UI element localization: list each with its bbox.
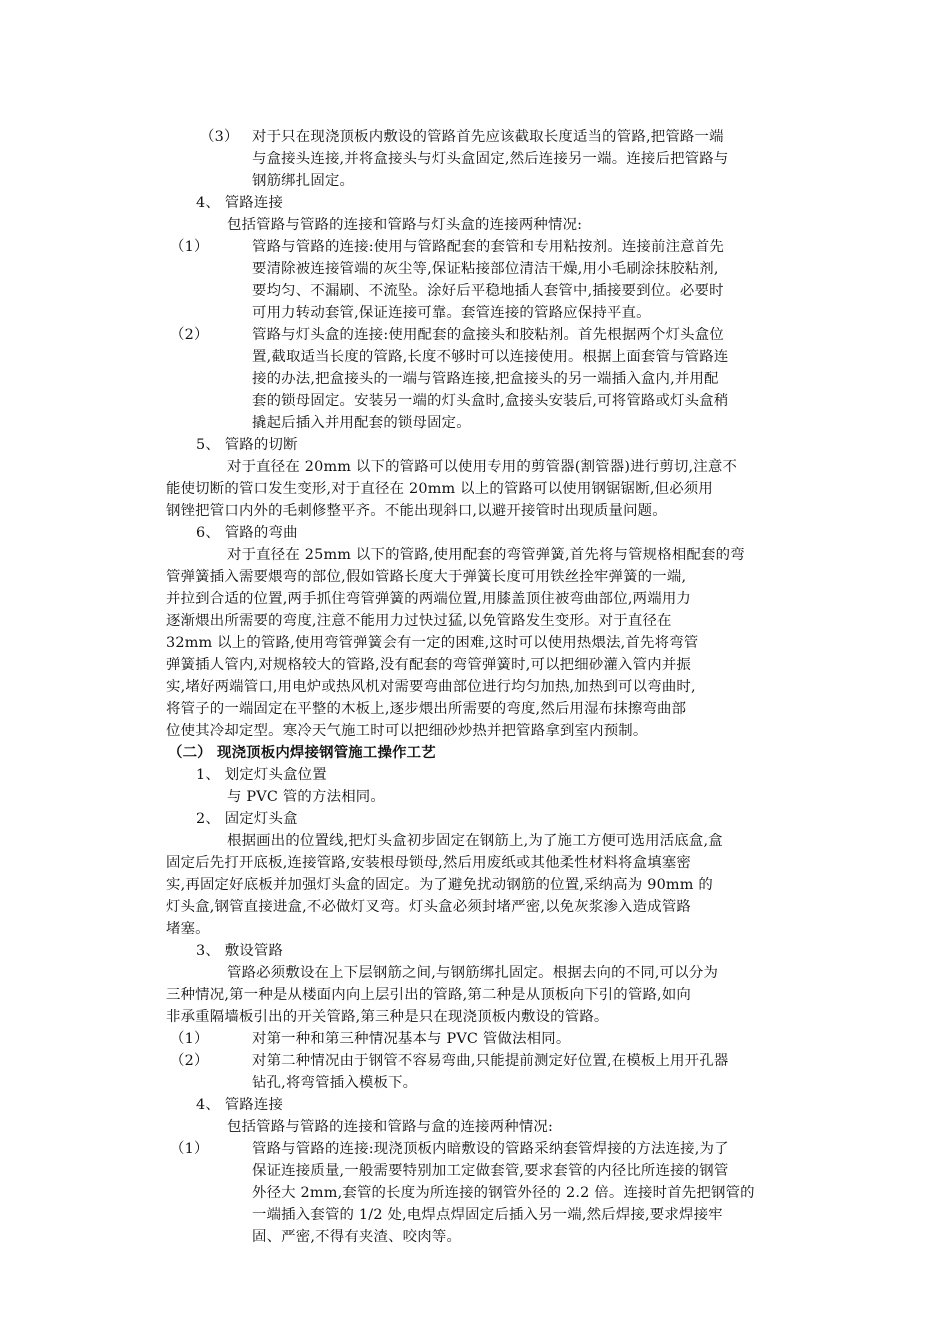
paragraph-line: 根据画出的位置线,把灯头盒初步固定在钢筋上,为了施工方便可选用活底盒,盒 <box>227 833 723 849</box>
text-line: 对第一种和第三种情况基本与 PVC 管做法相同。 <box>252 1031 571 1047</box>
item-number: （2） <box>170 327 209 343</box>
text-line: 接的办法,把盒接头的一端与管路连接,把盒接头的另一端插入盒内,并用配 <box>252 371 719 387</box>
paragraph-line: 弹簧插人管内,对规格较大的管路,没有配套的弯管弹簧时,可以把细砂灌入管内并振 <box>166 657 691 673</box>
paragraph-line: 将管子的一端固定在平整的木板上,逐步煨出所需要的弯度,然后用湿布抹擦弯曲部 <box>166 701 687 717</box>
paragraph-line: 位使其冷却定型。寒冷天气施工时可以把细砂炒热并把管路拿到室内预制。 <box>166 723 648 739</box>
paragraph-line: 并拉到合适的位置,两手抓住弯管弹簧的两端位置,用膝盖顶住被弯曲部位,两端用力 <box>166 591 691 607</box>
paragraph-line: 三种情况,第一种是从楼面内向上层引出的管路,第二种是从顶板向下引的管路,如向 <box>166 987 691 1003</box>
paragraph-line: 钢锉把管口内外的毛刺修整平齐。不能出现斜口,以避开接管时出现质量问题。 <box>166 503 667 519</box>
text-line: 撬起后插入并用配套的锁母固定。 <box>252 415 471 431</box>
subsection-heading: 1、 划定灯头盒位置 <box>196 767 327 783</box>
paragraph-line: 非承重隔墙板引出的开关管路,第三种是只在现浇顶板内敷设的管路。 <box>166 1009 609 1025</box>
section-heading: （二） 现浇顶板内焊接钢管施工操作工艺 <box>168 744 436 761</box>
text-line: 保证连接质量,一般需要特别加工定做套管,要求套管的内径比所连接的钢管 <box>252 1163 729 1179</box>
text-line: 对第二种情况由于钢管不容易弯曲,只能提前测定好位置,在模板上用开孔器 <box>252 1053 729 1069</box>
paragraph-line: 固定后先打开底板,连接管路,安装根母锁母,然后用废纸或其他柔性材料将盒填塞密 <box>166 855 691 871</box>
text-line: 钻孔,将弯管插入模板下。 <box>252 1075 418 1091</box>
paragraph-line: 实,堵好两端管口,用电炉或热风机对需要弯曲部位进行均匀加热,加热到可以弯曲时, <box>166 679 696 695</box>
subsection-heading: 3、 敷设管路 <box>196 943 284 959</box>
paragraph-line: 能使切断的管口发生变形,对于直径在 20mm 以上的管路可以使用钢锯锯断,但必须用 <box>166 481 713 497</box>
text-line: 管路与管路的连接:现浇顶板内暗敷设的管路采纳套管焊接的方法连接,为了 <box>252 1141 729 1157</box>
item-number: （1） <box>170 239 209 255</box>
text-line: 置,截取适当长度的管路,长度不够时可以连接使用。根据上面套管与管路连 <box>252 349 729 365</box>
paragraph-line: 包括管路与管路的连接和管路与灯头盒的连接两种情况: <box>227 217 583 233</box>
subsection-heading: 2、 固定灯头盒 <box>196 811 298 827</box>
text-line: 要均匀、不漏刷、不流坠。涂好后平稳地插人套管中,插接要到位。必要时 <box>252 283 724 299</box>
item-number: （1） <box>170 1031 209 1047</box>
text-line: 管路与管路的连接:使用与管路配套的套管和专用粘按剂。连接前注意首先 <box>252 239 724 255</box>
paragraph-line: 包括管路与管路的连接和管路与盒的连接两种情况: <box>227 1119 554 1135</box>
text-line: 要清除被连接管端的灰尘等,保证粘接部位清洁干燥,用小毛刷涂抹胶粘剂, <box>252 261 719 277</box>
item-number: （3） <box>200 129 239 145</box>
subsection-heading: 4、 管路连接 <box>196 1097 284 1113</box>
text-line: 套的锁母固定。安装另一端的灯头盒时,盒接头安装后,可将管路或灯头盒稍 <box>252 393 729 409</box>
item-number: （1） <box>170 1141 209 1157</box>
text-line: 管路与灯头盒的连接:使用配套的盒接头和胶粘剂。首先根据两个灯头盒位 <box>252 327 724 343</box>
text-line: 外径大 2mm,套管的长度为所连接的钢管外径的 2.2 倍。连接时首先把钢管的 <box>252 1185 755 1201</box>
text-line: 钢筋绑扎固定。 <box>252 173 355 189</box>
paragraph-line: 实,再固定好底板并加强灯头盒的固定。为了避免扰动钢筋的位置,采纳高为 90mm 的 <box>166 877 713 893</box>
paragraph-line: 管路必须敷设在上下层钢筋之间,与钢筋绑扎固定。根据去向的不同,可以分为 <box>227 965 719 981</box>
paragraph-line: 32mm 以上的管路,使用弯管弹簧会有一定的困难,这时可以使用热煨法,首先将弯管 <box>166 635 699 651</box>
paragraph-line: 对于直径在 25mm 以下的管路,使用配套的弯管弹簧,首先将与管规格相配套的弯 <box>227 547 745 563</box>
text-line: 一端插入套管的 1/2 处,电焊点焊固定后插入另一端,然后焊接,要求焊接牢 <box>252 1207 723 1223</box>
subsection-heading: 6、 管路的弯曲 <box>196 525 298 541</box>
subsection-heading: 5、 管路的切断 <box>196 437 298 453</box>
text-line: 对于只在现浇顶板内敷设的管路首先应该截取长度适当的管路,把管路一端 <box>252 129 724 145</box>
paragraph-line: 灯头盒,钢管直接进盒,不必做灯叉弯。灯头盒必须封堵严密,以免灰浆渗入造成管路 <box>166 899 691 915</box>
item-number: （2） <box>170 1053 209 1069</box>
paragraph-line: 对于直径在 20mm 以下的管路可以使用专用的剪管器(割管器)进行剪切,注意不 <box>227 459 738 475</box>
text-line: 可用力转动套管,保证连接可靠。套管连接的管路应保持平直。 <box>252 305 651 321</box>
text-line: 固、严密,不得有夹渣、咬肉等。 <box>252 1229 462 1245</box>
text-line: 与盒接头连接,并将盒接头与灯头盒固定,然后连接另一端。连接后把管路与 <box>252 151 729 167</box>
paragraph-line: 逐渐煨出所需要的弯度,注意不能用力过快过猛,以免管路发生变形。对于直径在 <box>166 613 672 629</box>
subsection-heading: 4、 管路连接 <box>196 195 284 211</box>
paragraph-line: 堵塞。 <box>166 921 210 937</box>
paragraph-line: 与 PVC 管的方法相同。 <box>227 789 385 805</box>
paragraph-line: 管弹簧插入需要煨弯的部位,假如管路长度大于弹簧长度可用铁丝拴牢弹簧的一端, <box>166 569 687 585</box>
